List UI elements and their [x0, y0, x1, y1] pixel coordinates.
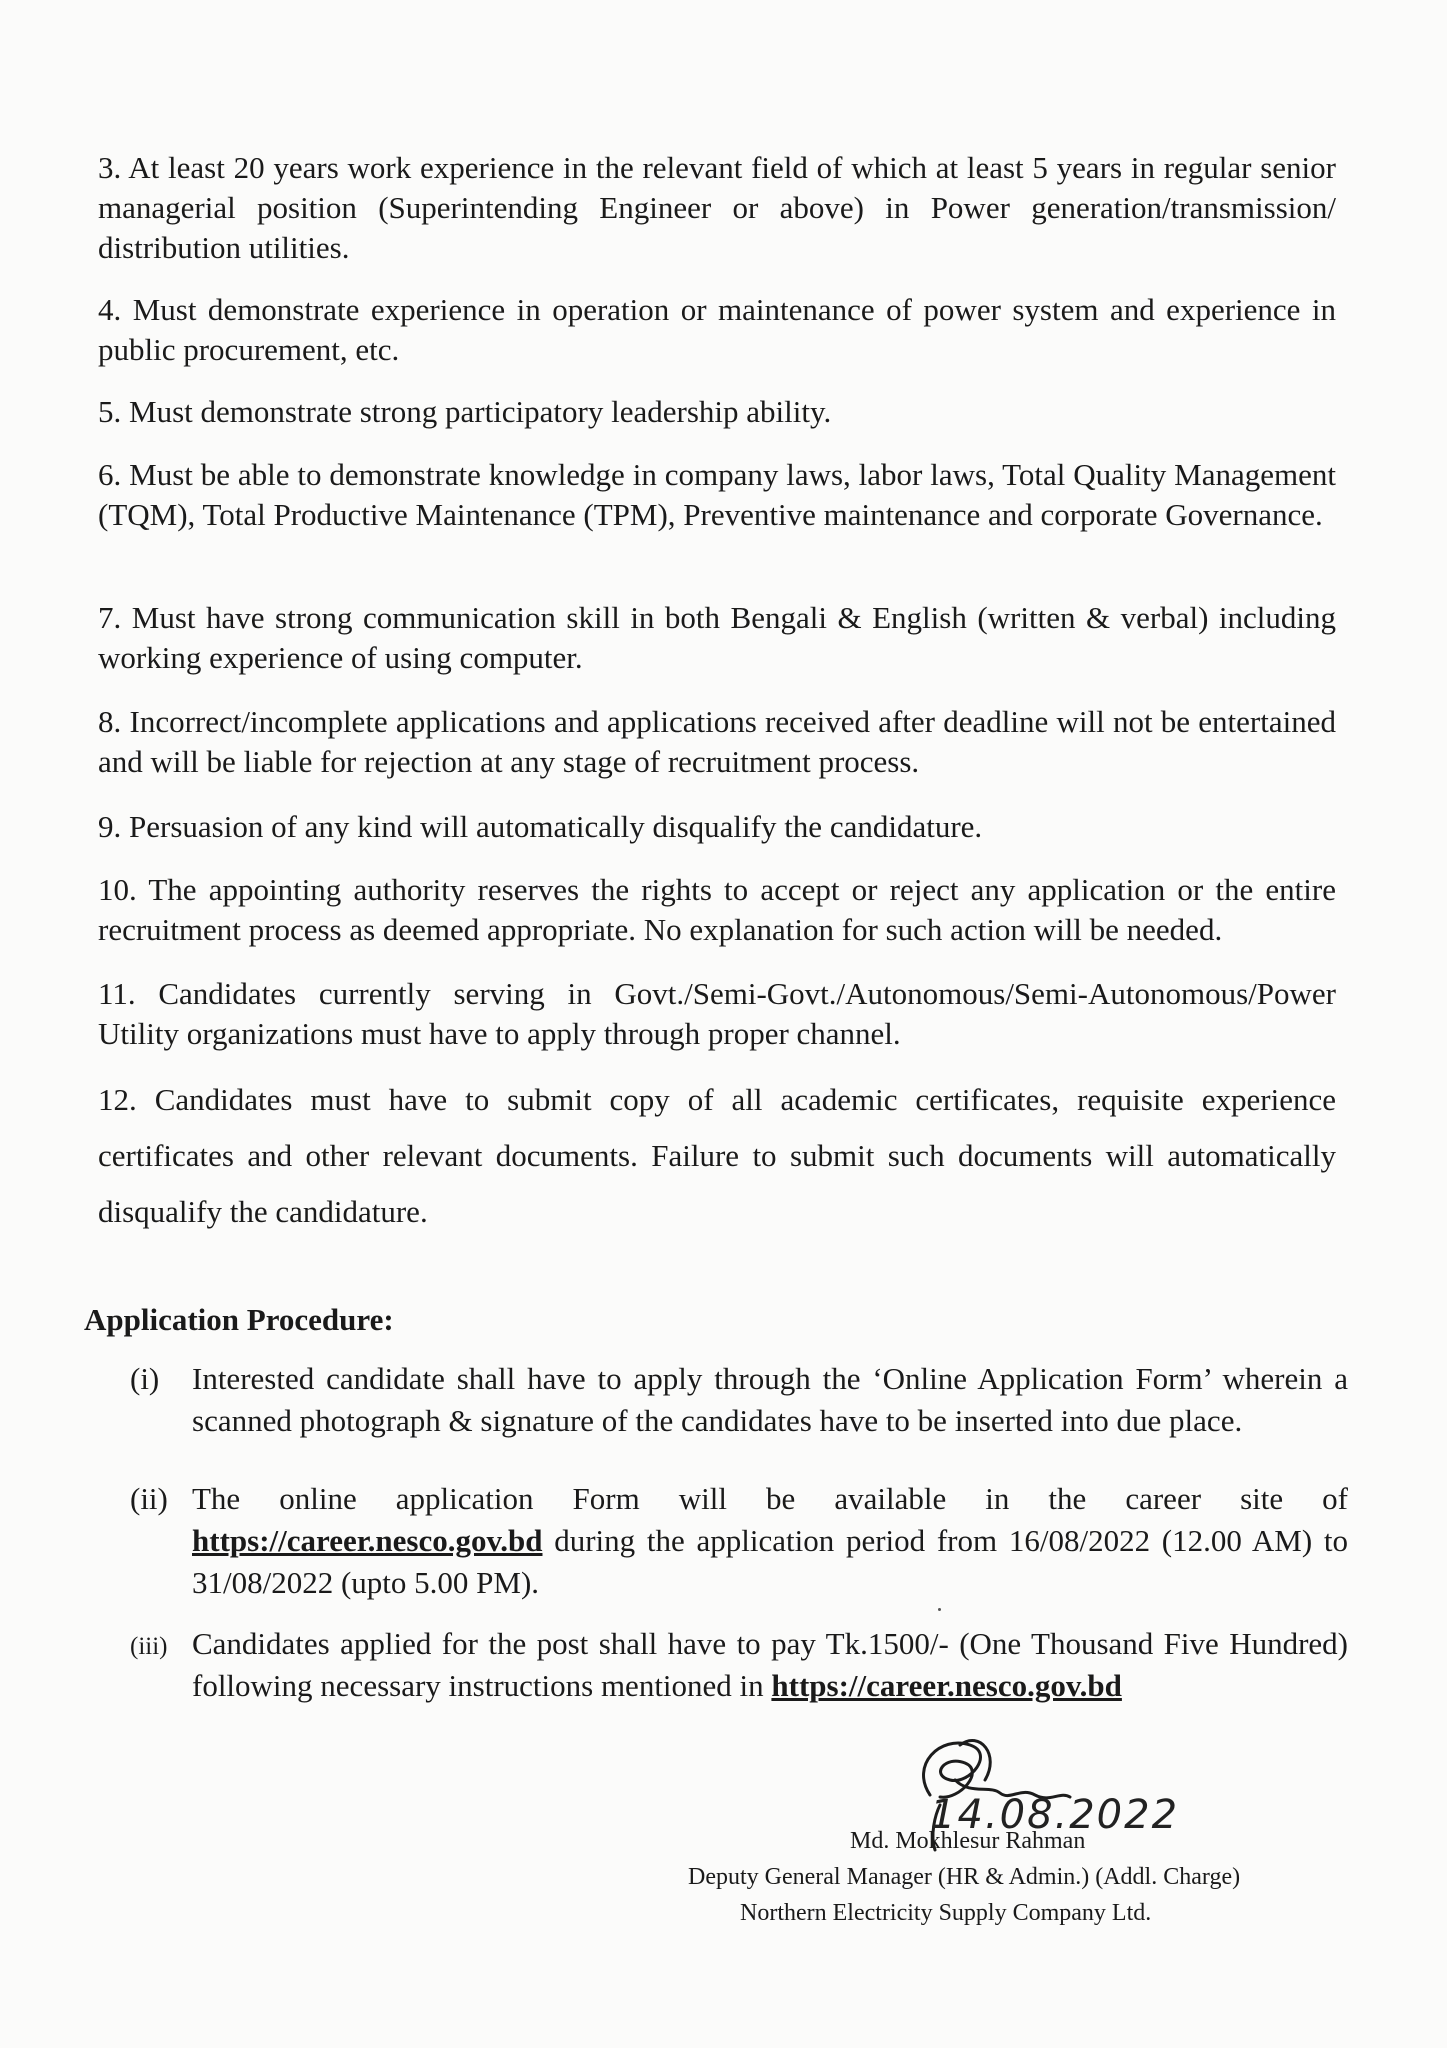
procedure-step-3 [130, 1623, 1348, 1707]
career-site-link[interactable]: https://career.nesco.gov.bd [192, 1523, 543, 1558]
requirement-item-7: 7. Must have strong communication skill in both Bengali & English (written & verbal) including working experience of using computer. [98, 600, 1336, 675]
signer-name: Md. Mokhlesur Rahman [850, 1828, 1086, 1854]
signer-title: Deputy General Manager (HR & Admin.) (Addl. Charge) [688, 1864, 1241, 1890]
procedure-step-text-post: during the application period from 16/08/2022 (12.00 AM) to 31/08/2022 (upto 5.00 PM). [192, 1523, 1349, 1600]
procedure-step-number: (i) [130, 1361, 160, 1396]
signer-company: Northern Electricity Supply Company Ltd. [740, 1900, 1152, 1926]
requirement-item-8: 8. Incorrect/incomplete applications and applications received after deadline will not be entertained and will be liable for rejection at any stage of recruitment process. [98, 704, 1336, 779]
procedure-step-number: (ii) [130, 1481, 168, 1516]
procedure-step-text [192, 1478, 1348, 1604]
career-site-link[interactable]: https://career.nesco.gov.bd [771, 1668, 1122, 1703]
procedure-step-text: Interested candidate shall have to apply through the ‘Online Application Form’ wherein a scanned photograph & signature of the candidates have to be inserted into due place. [192, 1361, 1348, 1438]
requirement-item-4: 4. Must demonstrate experience in operation or maintenance of power system and experience in public procurement, etc. [98, 292, 1336, 367]
requirement-item-11: 11. Candidates currently serving in Govt./Semi-Govt./Autonomous/Semi-Autonomous/Power Utility organizations must have to apply through proper channel. [98, 976, 1336, 1051]
procedure-step-text-pre: Candidates applied for the post shall have to pay Tk.1500/- (One Thousand Five Hundred) following necessary instructions mentioned in [192, 1626, 1348, 1703]
procedure-step-text-pre: The online application Form will be available in the career site of [192, 1481, 1348, 1516]
requirement-item-5: 5. Must demonstrate strong participatory leadership ability. [98, 394, 832, 429]
application-procedure-heading: Application Procedure: [84, 1302, 394, 1337]
requirement-item-6: 6. Must be able to demonstrate knowledge in company laws, labor laws, Total Quality Management (TQM), Total Productive Maintenance (TPM), Preventive maintenance and corporate Governance. [98, 457, 1336, 532]
requirement-item-9: 9. Persuasion of any kind will automatically disqualify the candidature. [98, 809, 983, 844]
requirement-item-10: 10. The appointing authority reserves the rights to accept or reject any application or the entire recruitment process as deemed appropriate. No explanation for such action will be needed. [98, 872, 1336, 947]
procedure-step-2 [130, 1478, 1348, 1604]
signature-date: 14.08.2022 [930, 1792, 1180, 1838]
procedure-step-1 [130, 1358, 1348, 1442]
speck [938, 1608, 941, 1611]
requirement-item-3: 3. At least 20 years work experience in the relevant field of which at least 5 years in regular senior managerial position (Superintending Engineer or above) in Power generation/transmission/ distribution utilities. [98, 150, 1336, 265]
procedure-step-number: (iii) [130, 1633, 168, 1660]
requirement-item-12: 12. Candidates must have to submit copy of all academic certificates, requisite experience certificates and other relevant documents. Failure to submit such documents will automatically disqualify the candidature. [98, 1082, 1336, 1229]
procedure-step-text [192, 1623, 1348, 1707]
